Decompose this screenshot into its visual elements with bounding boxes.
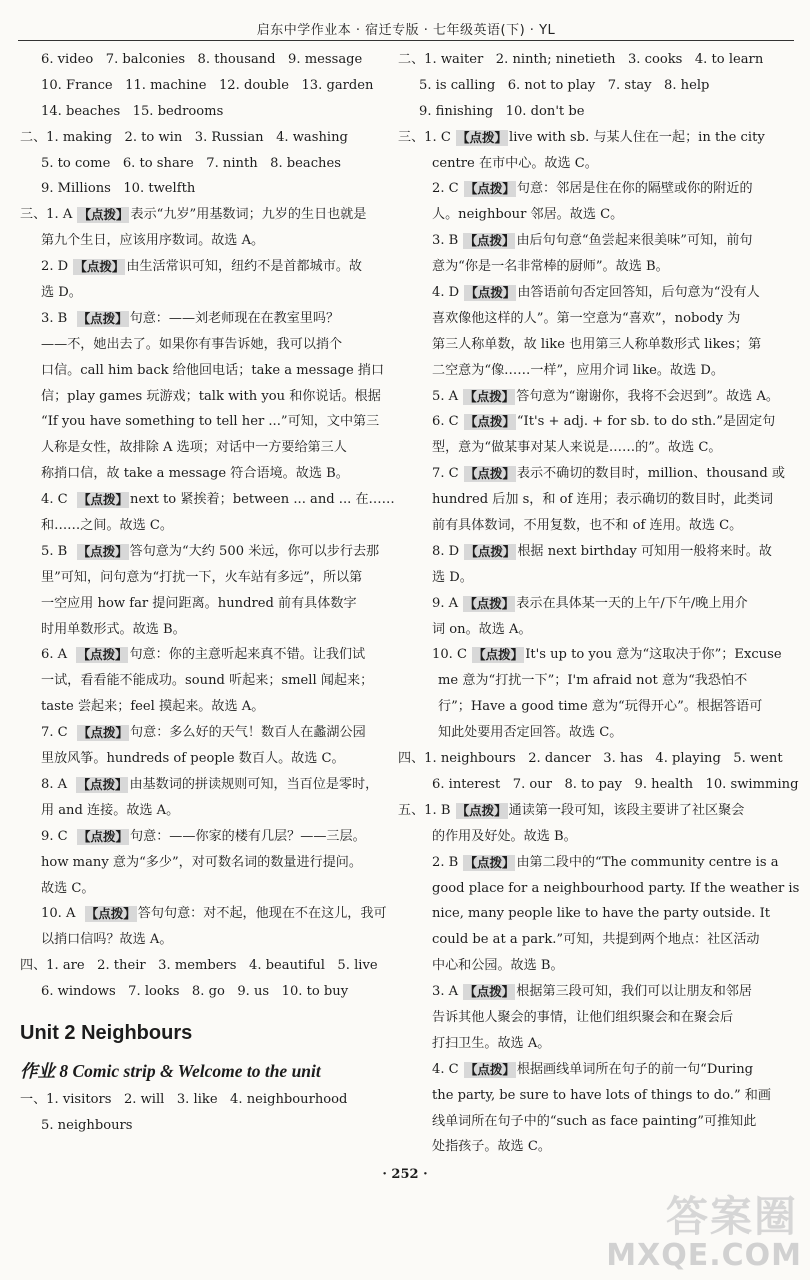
answer-number: 5. B xyxy=(41,543,76,559)
right-answer-lines xyxy=(398,47,800,1160)
answer-number: 三、1. A xyxy=(20,207,77,223)
answer-number: 6. A xyxy=(41,647,76,663)
answer-line xyxy=(20,384,381,410)
answer-text: 处指孩子。故选 C。 xyxy=(432,1139,551,1155)
answer-number: 4. C xyxy=(41,492,76,508)
answer-line xyxy=(398,591,758,617)
answer-line xyxy=(398,824,758,850)
answer-line xyxy=(20,746,375,772)
answer-line xyxy=(20,254,375,280)
answer-line xyxy=(398,876,800,902)
answer-text: 的作用及好处。故选 B。 xyxy=(432,828,577,844)
answer-number: 5. A xyxy=(432,388,463,404)
answer-number: 9. A xyxy=(432,595,463,611)
answer-text: 通读第一段可知，该段主要讲了社区聚会 xyxy=(508,802,745,818)
answer-line xyxy=(20,927,375,953)
answer-number: 9. C xyxy=(41,828,76,844)
answer-line xyxy=(20,99,375,125)
answer-line xyxy=(398,306,758,332)
answer-text: 6. interest 7. our 8. to pay 9. health 10. swimming xyxy=(432,776,799,792)
answer-line xyxy=(398,901,771,927)
answer-line xyxy=(20,953,378,979)
answer-text: 根据画线单词所在句子的前一句“During xyxy=(516,1061,754,1077)
answer-line xyxy=(20,280,375,306)
answer-text: 用 and 连接。故选 A。 xyxy=(41,802,180,818)
answer-text: 选 D。 xyxy=(41,285,82,301)
answer-number: 10. A xyxy=(41,906,84,922)
left-tail-lines xyxy=(20,1087,375,1139)
answer-line xyxy=(398,1031,758,1057)
answer-line xyxy=(398,668,758,694)
answer-line xyxy=(20,591,375,617)
answer-line xyxy=(20,487,395,513)
answer-line xyxy=(20,876,375,902)
answer-text: 5. is calling 6. not to play 7. stay 8. help xyxy=(419,77,710,93)
answer-text: 以捎口信吗？故选 A。 xyxy=(41,932,173,948)
answer-line xyxy=(398,254,758,280)
answer-line xyxy=(398,1083,771,1109)
answer-line xyxy=(20,73,375,99)
answer-number: 五、1. B xyxy=(398,802,455,818)
answer-line xyxy=(398,358,758,384)
answer-line xyxy=(398,850,779,876)
answer-text: 答句意为“谢谢你，我将不会迟到”。故选 A。 xyxy=(516,388,779,404)
unit-title: Unit 2 Neighbours xyxy=(20,1021,193,1044)
answer-line xyxy=(398,617,758,643)
answer-text: 由基数词的拼读规则可知，当百位是零时， xyxy=(129,776,379,792)
hint-label: 【点拨】 xyxy=(464,1061,515,1077)
answer-text: 喜欢像他这样的人”。第一空意为“喜欢”，nobody 为 xyxy=(432,310,741,326)
answer-line xyxy=(20,824,375,850)
answer-line xyxy=(20,47,375,73)
answer-text: 一、1. visitors 2. will 3. like 4. neighbourhood xyxy=(20,1091,348,1107)
answer-text: 10. France 11. machine 12. double 13. garden xyxy=(41,77,374,93)
left-column xyxy=(20,47,395,1139)
answer-text: 6. video 7. balconies 8. thousand 9. message xyxy=(41,52,363,67)
answer-line xyxy=(20,979,375,1005)
hint-label: 【点拨】 xyxy=(77,543,128,559)
answer-line xyxy=(398,487,773,513)
answer-line xyxy=(20,694,375,720)
answer-text: 14. beaches 15. bedrooms xyxy=(41,103,224,119)
answer-number: 4. C xyxy=(432,1061,463,1077)
answer-text: 答句句意：对不起，他现在不在这儿，我可 xyxy=(137,906,387,922)
answer-text: 时用单数形式。故选 B。 xyxy=(41,621,186,637)
hint-label: 【点拨】 xyxy=(464,984,515,999)
answer-line xyxy=(20,435,375,461)
answer-line xyxy=(398,409,776,435)
answer-text: 称捎口信，故 take a message 符合语境。故选 B。 xyxy=(41,466,349,482)
answer-text: 里放风筝。hundreds of people 数百人。故选 C。 xyxy=(41,751,345,767)
hint-label: 【点拨】 xyxy=(78,828,129,844)
hint-label: 【点拨】 xyxy=(77,776,128,792)
answer-line xyxy=(398,73,758,99)
watermark-url: MXQE.COM xyxy=(606,1238,802,1273)
answer-line xyxy=(20,306,375,332)
answer-number: 3. B xyxy=(41,310,76,326)
answer-line xyxy=(20,125,375,151)
answer-text: 6. windows 7. looks 8. go 9. us 10. to buy xyxy=(41,984,349,1000)
answer-text: It's up to you 意为“这取决于你”；Excuse xyxy=(525,647,782,663)
answer-text: 中心和公园。故选 B。 xyxy=(432,958,564,974)
answer-text: 人。neighbour 邻居。故选 C。 xyxy=(432,207,624,223)
answer-text: 表示在具体某一天的上午/下午/晚上用介 xyxy=(516,595,748,611)
answer-line xyxy=(20,772,379,798)
answer-text: taste 尝起来；feel 摸起来。故选 A。 xyxy=(41,699,265,715)
answer-line xyxy=(20,151,375,177)
answer-text: 句意：——刘老师现在在教室里吗？ xyxy=(129,310,340,326)
hint-label: 【点拨】 xyxy=(74,259,125,275)
answer-text: 表示不确切的数目时，million、thousand 或 xyxy=(516,466,785,482)
answer-number: 6. C xyxy=(432,414,463,430)
answer-line xyxy=(20,565,375,591)
answer-text: 句意：邻居是住在你的隔壁或你的附近的 xyxy=(516,181,753,197)
answer-line xyxy=(398,694,763,720)
answer-text: 二空意为“像……一样”，应用介词 like。故选 D。 xyxy=(432,362,724,378)
answer-text: 第三人称单数，故 like 也用第三人称单数形式 likes；第 xyxy=(432,336,762,352)
answer-text: 一试，看看能不能成功。sound 听起来；smell 闻起来； xyxy=(41,673,374,689)
answer-number: 3. A xyxy=(432,984,463,1000)
answer-number: 7. C xyxy=(432,466,463,482)
answer-text: 句意：你的主意听起来真不错。让我们试 xyxy=(129,647,366,663)
answer-number: 2. B xyxy=(432,854,463,870)
hint-label: 【点拨】 xyxy=(77,647,128,663)
answer-line xyxy=(398,332,762,358)
answer-line xyxy=(398,979,758,1005)
answer-text: 四、1. are 2. their 3. members 4. beautiful 5. live xyxy=(20,958,378,974)
page-header xyxy=(18,0,794,38)
answer-line xyxy=(398,798,758,824)
answer-text: 和……之间。故选 C。 xyxy=(41,518,174,534)
answer-line xyxy=(398,176,758,202)
answer-line xyxy=(20,1113,375,1139)
answer-text: 由生活常识可知，纽约不是首都城市。故 xyxy=(126,259,363,275)
answer-text: the party, be sure to have lots of things to do.” 和画 xyxy=(432,1087,771,1103)
answer-text: 根据 next birthday 可知用一般将来时。故 xyxy=(517,543,772,559)
answer-line xyxy=(20,202,375,228)
answer-text: 线单词所在句子中的“such as face painting”可推知此 xyxy=(432,1113,757,1129)
answer-line xyxy=(20,513,375,539)
answer-line xyxy=(398,953,758,979)
answer-text: 口信。call him back 给他回电话；take a message 捎口 xyxy=(41,362,385,378)
hint-label: 【点拨】 xyxy=(464,233,515,249)
answer-text: 9. Millions 10. twelfth xyxy=(41,181,196,197)
answer-line xyxy=(20,850,375,876)
answer-text: how many 意为“多少”，对可数名词的数量进行提问。 xyxy=(41,854,362,870)
answer-line xyxy=(398,228,758,254)
answer-text: 告诉其他人聚会的事情，让他们组织聚会和在聚会后 xyxy=(432,1009,734,1025)
answer-line xyxy=(398,461,785,487)
answer-line xyxy=(20,409,380,435)
answer-line xyxy=(398,1134,758,1160)
answer-line xyxy=(398,565,758,591)
hint-label: 【点拨】 xyxy=(77,310,128,326)
answer-line xyxy=(398,125,765,151)
answer-line xyxy=(20,539,380,565)
right-column xyxy=(398,47,800,1160)
answer-text: 选 D。 xyxy=(432,569,473,585)
answer-line xyxy=(398,539,772,565)
site-watermark xyxy=(606,1180,806,1276)
answer-line xyxy=(20,1087,375,1113)
answer-number: 7. C xyxy=(41,725,76,741)
answer-text: 表示“九岁”用基数词；九岁的生日也就是 xyxy=(130,207,367,223)
answer-number: 2. D xyxy=(41,259,73,275)
answer-line xyxy=(398,47,764,73)
hint-label: 【点拨】 xyxy=(465,543,516,559)
answer-text: could be at a park.”可知，共提到两个地点：社区活动 xyxy=(432,932,760,948)
answer-text: me 意为“打扰一下”；I'm afraid not 意为“我恐怕不 xyxy=(438,673,748,689)
answer-number: 三、1. C xyxy=(398,129,456,145)
answer-text: 一空应用 how far 提问距离。hundred 前有具体数字 xyxy=(41,595,357,611)
answer-line xyxy=(398,435,758,461)
answer-text: 二、1. waiter 2. ninth; ninetieth 3. cooks 4. to learn xyxy=(398,52,764,67)
answer-text: centre 在市中心。故选 C。 xyxy=(432,155,598,171)
answer-text: 里”可知，问句意为“打扰一下，火车站有多远”，所以第 xyxy=(41,569,363,585)
answer-text: 第九个生日，应该用序数词。故选 A。 xyxy=(41,233,265,249)
hint-label: 【点拨】 xyxy=(456,802,507,818)
header-rule xyxy=(18,40,794,41)
answer-text: 故选 C。 xyxy=(41,880,95,896)
answer-text: nice, many people like to have the party outside. It xyxy=(432,906,771,922)
answer-text: live with sb. 与某人住在一起；in the city xyxy=(509,129,765,145)
answer-line xyxy=(20,720,375,746)
answer-line xyxy=(398,720,758,746)
answer-line xyxy=(398,746,783,772)
answer-text: 意为“你是一名非常棒的厨师”。故选 B。 xyxy=(432,259,669,275)
answer-text: 5. to come 6. to share 7. ninth 8. beaches xyxy=(41,155,341,171)
answer-text: 行”；Have a good time 意为“玩得开心”。根据答语可 xyxy=(438,699,763,715)
answer-text: 由后句句意“鱼尝起来很美味”可知，前句 xyxy=(516,233,753,249)
answer-line xyxy=(20,176,375,202)
answer-line xyxy=(20,798,375,824)
answer-text: 答句意为“大约 500 米远，你可以步行去那 xyxy=(129,543,380,559)
answer-line xyxy=(398,642,782,668)
answer-line xyxy=(20,901,387,927)
hint-label: 【点拨】 xyxy=(465,284,516,300)
answer-text: 5. neighbours xyxy=(41,1117,133,1133)
answer-text: 根据第三段可知，我们可以让朋友和邻居 xyxy=(516,984,752,1000)
answer-text: 二、1. making 2. to win 3. Russian 4. washing xyxy=(20,129,348,145)
answer-line xyxy=(20,332,375,358)
left-answer-lines xyxy=(20,47,395,1005)
answer-text: “It's + adj. + for sb. to do sth.”是固定句 xyxy=(516,414,776,430)
answer-line xyxy=(398,280,758,306)
answer-text: next to 紧挨着；between ... and ... 在…… xyxy=(130,492,395,508)
answer-line xyxy=(398,99,758,125)
answer-text: 句意：——你家的楼有几层？——三层。 xyxy=(130,828,366,844)
answer-text: 由第二段中的“The community centre is a xyxy=(516,854,779,870)
hint-label: 【点拨】 xyxy=(78,207,129,223)
watermark-logo-text: 答案圈 xyxy=(665,1192,798,1241)
answer-text: hundred 后加 s，和 of 连用；表示确切的数目时，此类词 xyxy=(432,492,773,508)
answer-line xyxy=(398,513,758,539)
header-title: 启东中学作业本 · 宿迁专版 · 七年级英语(下) · YL xyxy=(256,23,556,38)
answer-text: 人称是女性，故排除 A 选项；对话中一方要给第三人 xyxy=(41,440,347,456)
hint-label: 【点拨】 xyxy=(464,595,515,611)
answer-text: 词 on。故选 A。 xyxy=(432,621,532,637)
page-number: · 252 · xyxy=(382,1167,428,1182)
answer-line xyxy=(398,384,779,410)
hint-label: 【点拨】 xyxy=(78,725,129,741)
answer-number: 10. C xyxy=(432,647,472,663)
answer-line xyxy=(20,358,385,384)
hint-label: 【点拨】 xyxy=(78,492,129,508)
answer-text: 前有具体数词，不用复数，也不和 of 连用。故选 C。 xyxy=(432,518,743,534)
answer-text: 句意：多么好的天气！数百人在蠡湖公园 xyxy=(130,725,366,741)
hint-label: 【点拨】 xyxy=(457,129,508,145)
answer-line xyxy=(398,1005,758,1031)
answer-line xyxy=(398,927,758,953)
answer-line xyxy=(20,642,375,668)
answer-line xyxy=(20,228,375,254)
answer-line xyxy=(398,151,758,177)
hint-label: 【点拨】 xyxy=(464,388,515,404)
hint-label: 【点拨】 xyxy=(464,414,515,430)
answer-number: 8. D xyxy=(432,543,464,559)
hint-label: 【点拨】 xyxy=(85,906,136,922)
hint-label: 【点拨】 xyxy=(464,854,515,870)
hint-label: 【点拨】 xyxy=(464,181,515,197)
answer-line xyxy=(398,772,799,798)
answer-text: 知此处要用否定回答。故选 C。 xyxy=(438,725,623,741)
answer-text: 由答语前句否定回答知，后句意为“没有人 xyxy=(517,285,760,301)
answer-text: ——不，她出去了。如果你有事告诉她，我可以捎个 xyxy=(41,336,343,352)
answer-line xyxy=(398,1057,758,1083)
answer-line xyxy=(398,1109,758,1135)
answer-text: “If you have something to tell her ...”可知，文中第三 xyxy=(41,414,380,430)
answer-number: 8. A xyxy=(41,776,76,792)
answer-text: 信；play games 玩游戏；talk with you 和你说话。根据 xyxy=(41,388,381,404)
answer-line xyxy=(20,617,375,643)
answer-text: good place for a neighbourhood party. If the weather is xyxy=(432,880,800,896)
answer-number: 2. C xyxy=(432,181,463,197)
answer-line xyxy=(20,461,375,487)
hint-label: 【点拨】 xyxy=(464,466,515,482)
hint-label: 【点拨】 xyxy=(473,647,524,663)
answer-text: 打扫卫生。故选 A。 xyxy=(432,1035,551,1051)
answer-number: 3. B xyxy=(432,233,463,249)
answer-number: 4. D xyxy=(432,285,464,301)
homework-title: 作业 8 Comic strip & Welcome to the unit xyxy=(20,1060,321,1081)
answer-text: 四、1. neighbours 2. dancer 3. has 4. playing 5. went xyxy=(398,751,783,767)
answer-line xyxy=(398,202,758,228)
answer-line xyxy=(20,668,375,694)
answer-text: 型，意为“做某事对某人来说是……的”。故选 C。 xyxy=(432,440,722,456)
answer-text: 9. finishing 10. don't be xyxy=(419,103,585,119)
